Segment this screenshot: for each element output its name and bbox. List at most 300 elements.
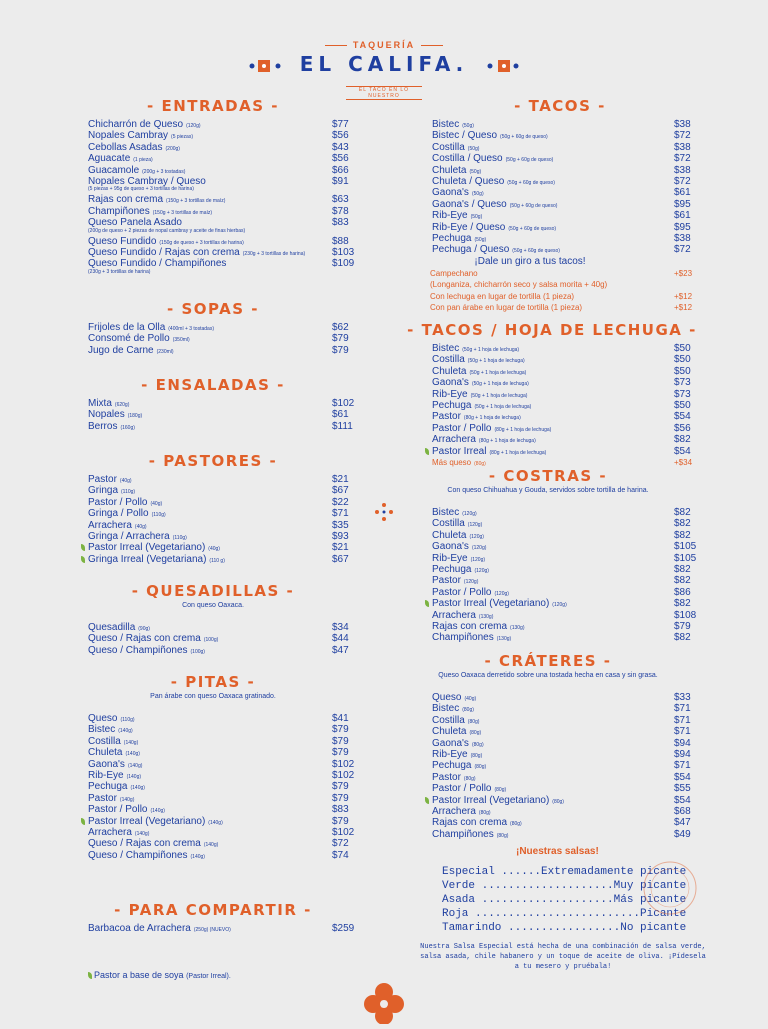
item-name: Queso Fundido / Rajas con crema [88, 247, 240, 258]
item-price: $68 [674, 806, 691, 817]
item-price: $54 [674, 411, 691, 423]
item-price: $109 [332, 258, 355, 270]
compartir-title: - PARA COMPARTIR - [114, 901, 312, 919]
item-price: $102 [332, 770, 355, 781]
menu-item [432, 632, 691, 645]
item-detail: (140g) [190, 853, 205, 860]
item-detail: (100g) [190, 648, 205, 655]
item-detail: (140g) [119, 796, 135, 803]
lechuga-title: - TACOS / HOJA DE LECHUGA - [407, 321, 697, 339]
item-name: Pechuga [432, 564, 472, 575]
salsa-line: Verde ....................Muy picante [442, 880, 687, 892]
item-name: Costilla [88, 735, 121, 747]
quesadillas-subtitle: Con queso Oaxaca. [182, 602, 244, 609]
item-price: $259 [332, 923, 355, 934]
item-price: $86 [674, 586, 691, 598]
item-price: $41 [332, 713, 349, 724]
leaf-icon [81, 818, 85, 825]
item-name: Pastor Irreal (Vegetariano) [88, 815, 206, 827]
item-detail: (180g) [127, 413, 143, 420]
item-price: $72 [674, 244, 691, 256]
item-name: Costilla / Queso [432, 153, 503, 165]
extra-name: Más queso [432, 458, 472, 467]
menu-item [88, 923, 355, 936]
leaf-icon [425, 797, 429, 804]
item-price: $79 [332, 815, 349, 827]
giro-item [430, 279, 607, 290]
item-price: $61 [674, 187, 691, 199]
item-detail: (150g + 3 tortillas de maíz) [152, 209, 213, 216]
item-name: Consomé de Pollo [88, 333, 170, 345]
item-price: $22 [332, 496, 349, 508]
item-detail: (140g) [208, 819, 223, 826]
giro-price: +$12 [674, 291, 693, 301]
item-detail: (50g + 1 hoja de lechuga) [469, 369, 527, 376]
item-price: $34 [332, 622, 349, 633]
extra-price: +$34 [674, 458, 693, 467]
item-detail: (350ml) [172, 337, 190, 344]
item-name: Chuleta [432, 529, 467, 541]
item-name: Gaona's [432, 737, 469, 749]
item-price: $95 [674, 198, 691, 210]
item-name: Rib-Eye [432, 388, 468, 400]
item-name: Pastor / Pollo [432, 586, 492, 598]
item-detail: (110 g) [209, 557, 225, 564]
salsa-line: Especial ......Extremadamente picante [442, 866, 687, 878]
item-name: Pastor [432, 411, 461, 423]
item-detail: (130g) [478, 613, 494, 620]
crateres-subtitle: Queso Oaxaca derretido sobre una tostada hecha en casa y sin grasa. [438, 672, 658, 679]
menu-item [88, 553, 349, 567]
giro-name: Con lechuga en lugar de tortilla (1 pieza) [430, 291, 575, 301]
item-name: Pastor / Pollo [88, 496, 148, 508]
item-price: $38 [674, 119, 691, 130]
item-detail: (250g) (NUEVO) [193, 927, 231, 933]
item-detail: (80g) [470, 753, 483, 759]
item-price: $44 [332, 633, 349, 645]
item-price: $61 [674, 210, 691, 222]
item-price: $95 [674, 221, 691, 233]
item-name: Frijoles de la Olla [88, 322, 166, 333]
item-name: Nopales Cambray / Queso [88, 176, 206, 187]
item-price: $111 [332, 420, 353, 432]
item-price: $50 [674, 400, 691, 411]
item-name: Pastor [432, 575, 461, 587]
item-name: Queso [88, 713, 118, 724]
item-price: $91 [332, 176, 349, 187]
item-name: Rib-Eye [88, 770, 124, 781]
item-price: $72 [332, 838, 349, 850]
item-detail: (120g) [462, 511, 477, 517]
item-price: $66 [332, 164, 349, 176]
item-detail: (80g) [462, 707, 474, 714]
item-detail: (130g) [510, 625, 525, 631]
item-detail: (80g) [496, 832, 509, 839]
item-price: $83 [332, 804, 349, 816]
item-name: Bistec [432, 507, 460, 518]
extra-detail: (80g) [474, 461, 486, 467]
item-price: $71 [674, 714, 691, 726]
item-name: Champiñones [432, 828, 494, 840]
item-price: $79 [332, 792, 349, 804]
menu-item [88, 344, 349, 358]
item-detail: (200g + 3 tostadas) [142, 168, 186, 175]
item-detail: (50g + 60g de queso) [507, 180, 555, 186]
item-detail: (140g) [203, 842, 219, 849]
item-name: Arrachera [88, 827, 132, 838]
giro-price: +$23 [674, 269, 693, 278]
item-name: Rajas con crema [88, 194, 164, 206]
item-detail: (150g de queso + 3 tortillas de harina) [159, 239, 244, 246]
item-price: $54 [674, 771, 691, 783]
giro-name: Con pan árabe en lugar de tortilla (1 pieza) [430, 303, 583, 313]
item-price: $82 [674, 632, 691, 644]
item-detail: (100g) [203, 637, 219, 644]
item-detail: (50g + 1 hoja de lechuga) [471, 381, 529, 388]
item-price: $71 [332, 508, 349, 520]
item-name: Pastor / Pollo [88, 804, 148, 816]
item-name: Nopales Cambray [88, 130, 169, 142]
item-price: $55 [674, 783, 691, 795]
item-detail: (80g) [467, 718, 480, 725]
item-name: Costilla [432, 141, 465, 153]
item-price: $72 [674, 176, 691, 187]
item-name: Aguacate [88, 153, 131, 165]
item-name: Bistec [432, 703, 460, 715]
item-price: $61 [332, 409, 349, 421]
costras-title: - COSTRAS - [488, 467, 608, 485]
extra-queso [432, 457, 693, 470]
pitas-title: - PITAS - [170, 673, 256, 691]
item-name: Pechuga [432, 233, 472, 244]
item-price: $62 [332, 322, 349, 333]
item-price: $77 [332, 119, 349, 130]
item-name: Bistec / Queso [432, 130, 498, 142]
item-name: Pastor Irreal (Vegetariano) [432, 598, 550, 610]
item-name: Pastor [88, 474, 117, 485]
item-detail: (50g + 60g de queso) [505, 157, 554, 164]
item-price: $79 [332, 333, 349, 345]
item-name: Chuleta [432, 365, 467, 377]
item-name: Pastor Irreal (Vegetariano) [88, 542, 206, 554]
menu-item [88, 420, 353, 434]
giro-name: (Longaniza, chicharrón seco y salsa morita + 40g) [430, 280, 608, 290]
item-detail: (110g) [151, 512, 166, 519]
sopas-title: - SOPAS - [167, 300, 259, 318]
item-price: $50 [674, 343, 691, 354]
item-detail: (230g + 3 tortillas de harina) [242, 251, 306, 257]
item-detail: (120g) [471, 545, 487, 552]
item-detail: (200g) [165, 145, 180, 152]
menu-item [88, 644, 349, 658]
left-ornament-icon [248, 54, 288, 78]
item-name: Champiñones [432, 632, 494, 644]
item-price: $21 [332, 542, 349, 554]
item-detail: (40g) [208, 546, 220, 553]
item-price: $47 [332, 644, 349, 656]
item-price: $82 [674, 564, 691, 575]
item-name: Arrachera [432, 806, 476, 817]
item-name: Pechuga [432, 400, 472, 411]
item-detail: (160g) [120, 424, 135, 431]
item-name: Rib-Eye / Queso [432, 221, 506, 233]
item-name: Arrachera [432, 434, 476, 446]
item-price: $79 [332, 344, 349, 356]
item-price: $73 [674, 377, 691, 389]
item-price: $82 [674, 434, 691, 446]
item-detail: (50g + 1 hoja de lechuga) [467, 358, 525, 365]
taqueria-label: TAQUERÍA [0, 40, 768, 50]
item-price: $83 [332, 217, 349, 229]
item-detail: (400ml + 3 tostadas) [168, 326, 214, 332]
item-price: $82 [674, 598, 691, 610]
item-detail: (50g) [462, 123, 474, 129]
item-detail: (120g) [552, 602, 567, 609]
item-name: Berros [88, 420, 118, 432]
giro-title: ¡Dale un giro a tus tacos! [474, 256, 586, 267]
item-detail: (140g) [134, 831, 150, 837]
item-price: $102 [332, 398, 355, 409]
item-price: $88 [332, 235, 349, 247]
item-name: Gringa [88, 485, 119, 497]
item-detail: (50g) [470, 214, 483, 221]
item-detail: (80g + 1 hoja de lechuga) [494, 426, 552, 433]
item-detail: (620g) [114, 402, 130, 408]
motto: EL TACO EN LO NUESTRO [346, 86, 422, 100]
item-name: Barbacoa de Arrachera [88, 923, 191, 934]
salsa-line: Asada ....................Más picante [442, 894, 687, 906]
item-name: Costilla [432, 518, 465, 530]
item-detail: (120g) [463, 579, 479, 586]
item-name: Chuleta [88, 747, 123, 759]
item-name: Cebollas Asadas [88, 141, 163, 153]
item-detail: (80g) [474, 764, 487, 771]
item-name: Arrachera [432, 609, 476, 621]
leaf-icon [425, 448, 429, 455]
item-price: $33 [674, 692, 691, 703]
leaf-icon [81, 544, 85, 551]
item-name: Gringa / Arrachera [88, 531, 170, 542]
item-name: Queso / Rajas con crema [88, 838, 201, 850]
item-price: $79 [332, 781, 349, 793]
item-name: Queso [432, 692, 462, 703]
item-name: Pastor / Pollo [432, 783, 492, 795]
leaf-icon [88, 972, 92, 979]
item-price: $56 [332, 153, 349, 165]
item-price: $78 [332, 205, 349, 217]
item-price: $79 [332, 747, 349, 759]
item-detail: (50g) [469, 168, 482, 175]
crateres-title: - CRÁTERES - [484, 652, 612, 670]
item-name: Rib-Eye [432, 749, 468, 760]
item-name: Rib-Eye [432, 552, 468, 564]
item-detail: (140g) [125, 751, 140, 758]
item-detail: (110g) [172, 535, 187, 541]
item-detail: (50g + 1 hoja de lechuga) [470, 392, 528, 399]
item-detail: (120g) [186, 123, 201, 129]
bottom-logo-icon [362, 982, 406, 1029]
item-name: Nopales [88, 409, 125, 421]
item-name: Chicharrón de Queso [88, 119, 184, 130]
item-price: $35 [332, 519, 349, 531]
item-detail: (90g) [138, 626, 150, 632]
item-detail: (110g) [120, 717, 135, 723]
giro-name: Campechano [430, 269, 478, 278]
item-detail: (120g) [470, 556, 486, 563]
brand-name: EL CALIFA. [299, 52, 469, 76]
item-detail: (50g + 1 hoja de lechuga) [474, 404, 532, 410]
item-price: $63 [332, 194, 349, 206]
item-name: Pastor [432, 771, 461, 783]
item-name: Pechuga / Queso [432, 244, 510, 256]
giro-item [430, 291, 693, 302]
item-price: $82 [674, 507, 691, 518]
item-note: (200g de queso + 2 piezas de nopal cambray y aceite de finas hierbas) [88, 227, 246, 234]
item-name: Arrachera [88, 519, 132, 531]
item-detail: (50g + 60g de queso) [508, 225, 557, 232]
item-name: Bistec [88, 724, 116, 736]
item-detail: (230ml) [156, 348, 174, 355]
item-name: Guacamole [88, 164, 140, 176]
salsas-title: ¡Nuestras salsas! [516, 846, 599, 857]
item-name: Costilla [432, 714, 465, 726]
item-name: Rib-Eye [432, 210, 468, 222]
item-detail: (80g) [494, 787, 507, 794]
item-detail: (80g + 1 hoja de lechuga) [478, 438, 536, 445]
item-detail: (120g) [467, 522, 483, 529]
item-name: Pastor [88, 792, 117, 804]
item-price: $73 [674, 388, 691, 400]
item-price: $71 [674, 703, 691, 715]
item-price: $49 [674, 828, 691, 840]
item-price: $72 [674, 130, 691, 142]
item-detail: (110g) [121, 489, 136, 496]
item-note: (230g + 3 tortillas de harina) [88, 268, 151, 275]
item-detail: (50g) [467, 145, 480, 152]
item-name: Queso Panela Asado [88, 217, 182, 229]
pastores-title: - PASTORES - [148, 452, 278, 470]
item-detail: (80g) [510, 821, 522, 828]
item-name: Mixta [88, 398, 112, 409]
item-price: $67 [332, 485, 349, 497]
item-detail: (140g) [123, 739, 139, 746]
pitas-subtitle: Pan árabe con queso Oaxaca gratinado. [150, 693, 276, 700]
entradas-title: - ENTRADAS - [147, 97, 279, 115]
quesadillas-title: - QUESADILLAS - [131, 582, 295, 600]
item-name: Queso / Champiñones [88, 644, 188, 656]
giro-item [430, 302, 693, 313]
stamp-icon [640, 858, 700, 923]
item-price: $108 [674, 609, 697, 621]
item-price: $102 [332, 758, 355, 770]
item-detail: (120g) [474, 568, 489, 574]
center-ornament-icon [374, 502, 394, 527]
item-price: $38 [674, 233, 691, 244]
item-detail: (5 piezas) [171, 134, 193, 141]
item-detail: (1 pieza) [133, 157, 153, 164]
item-detail: (140g) [130, 785, 145, 792]
item-price: $105 [674, 552, 697, 564]
item-detail: (50g + 60g de queso) [509, 202, 558, 209]
footer-note: Pastor a base de soya (Pastor Irreal). [88, 970, 231, 980]
item-price: $74 [332, 849, 349, 861]
item-name: Quesadilla [88, 622, 136, 633]
item-price: $21 [332, 474, 349, 485]
item-name: Queso Fundido [88, 235, 157, 247]
salsas-note: Nuestra Salsa Especial está hecha de una combinación de salsa verde, salsa asada, chile habanero y un toque de aceite de oliva. ¡Pídesela a tu mesero y pruébala! [420, 943, 706, 971]
item-detail: (50g + 60g de queso) [512, 248, 560, 255]
item-price: $82 [674, 518, 691, 530]
item-name: Champiñones [88, 205, 150, 217]
item-detail: (140g) [118, 728, 133, 735]
item-price: $103 [332, 247, 355, 258]
item-detail: (80g) [552, 798, 564, 805]
menu-item [432, 828, 691, 842]
item-name: Gaona's [432, 187, 469, 199]
item-name: Gaona's [88, 758, 125, 770]
item-price: $82 [674, 529, 691, 541]
item-detail: (40g) [150, 500, 163, 507]
item-detail: (80g + 1 hoja de lechuga) [463, 415, 521, 422]
item-detail: (150g + 3 tortillas de maíz) [166, 198, 226, 205]
item-name: Queso / Champiñones [88, 849, 188, 861]
item-detail: (80g) [471, 741, 484, 748]
item-detail: (120g) [469, 533, 484, 540]
item-price: $71 [674, 760, 691, 772]
salsa-line: Roja .........................Picante [442, 908, 687, 920]
item-name: Gringa / Pollo [88, 508, 149, 520]
item-name: Rajas con crema [432, 621, 508, 632]
costras-subtitle: Con queso Chihuahua y Gouda, servidos sobre tortilla de harina. [447, 487, 649, 494]
item-name: Chuleta [432, 726, 467, 738]
header [0, 40, 768, 78]
item-name: Jugo de Carne [88, 344, 154, 356]
item-detail: (40g) [134, 523, 147, 530]
item-detail: (130g) [496, 636, 512, 643]
item-name: Gaona's [432, 541, 469, 553]
item-name: Pastor Irreal (Vegetariano) [432, 794, 550, 806]
item-detail: (140g) [150, 808, 165, 815]
item-detail: (80g + 1 hoja de lechuga) [489, 449, 547, 456]
ensaladas-title: - ENSALADAS - [141, 376, 285, 394]
item-price: $38 [674, 141, 691, 153]
item-price: $79 [332, 724, 349, 736]
item-detail: (40g) [119, 478, 132, 484]
item-detail: (80g) [469, 730, 482, 737]
item-name: Pastor / Pollo [432, 422, 492, 434]
item-name: Queso / Rajas con crema [88, 633, 201, 645]
item-name: Pechuga [432, 760, 472, 772]
item-detail: (50g + 1 hoja de lechuga) [462, 347, 520, 353]
giro-price: +$12 [674, 303, 693, 313]
item-detail: (140g) [127, 762, 143, 769]
item-name: Gringa Irreal (Vegetariana) [88, 553, 207, 565]
item-name: Chuleta [432, 164, 467, 176]
item-detail: (40g) [464, 696, 477, 702]
item-detail: (120g) [494, 590, 509, 597]
item-price: $56 [332, 130, 349, 142]
item-price: $82 [674, 575, 691, 587]
tacos-title: - TACOS - [514, 97, 606, 115]
giro-item [430, 268, 693, 279]
item-price: $56 [674, 422, 691, 434]
item-name: Bistec [432, 119, 460, 130]
item-price: $54 [674, 794, 691, 806]
item-price: $71 [674, 726, 691, 738]
item-name: Queso Fundido / Champiñones [88, 258, 227, 270]
right-ornament-icon [480, 54, 520, 78]
item-name: Bistec [432, 343, 460, 354]
